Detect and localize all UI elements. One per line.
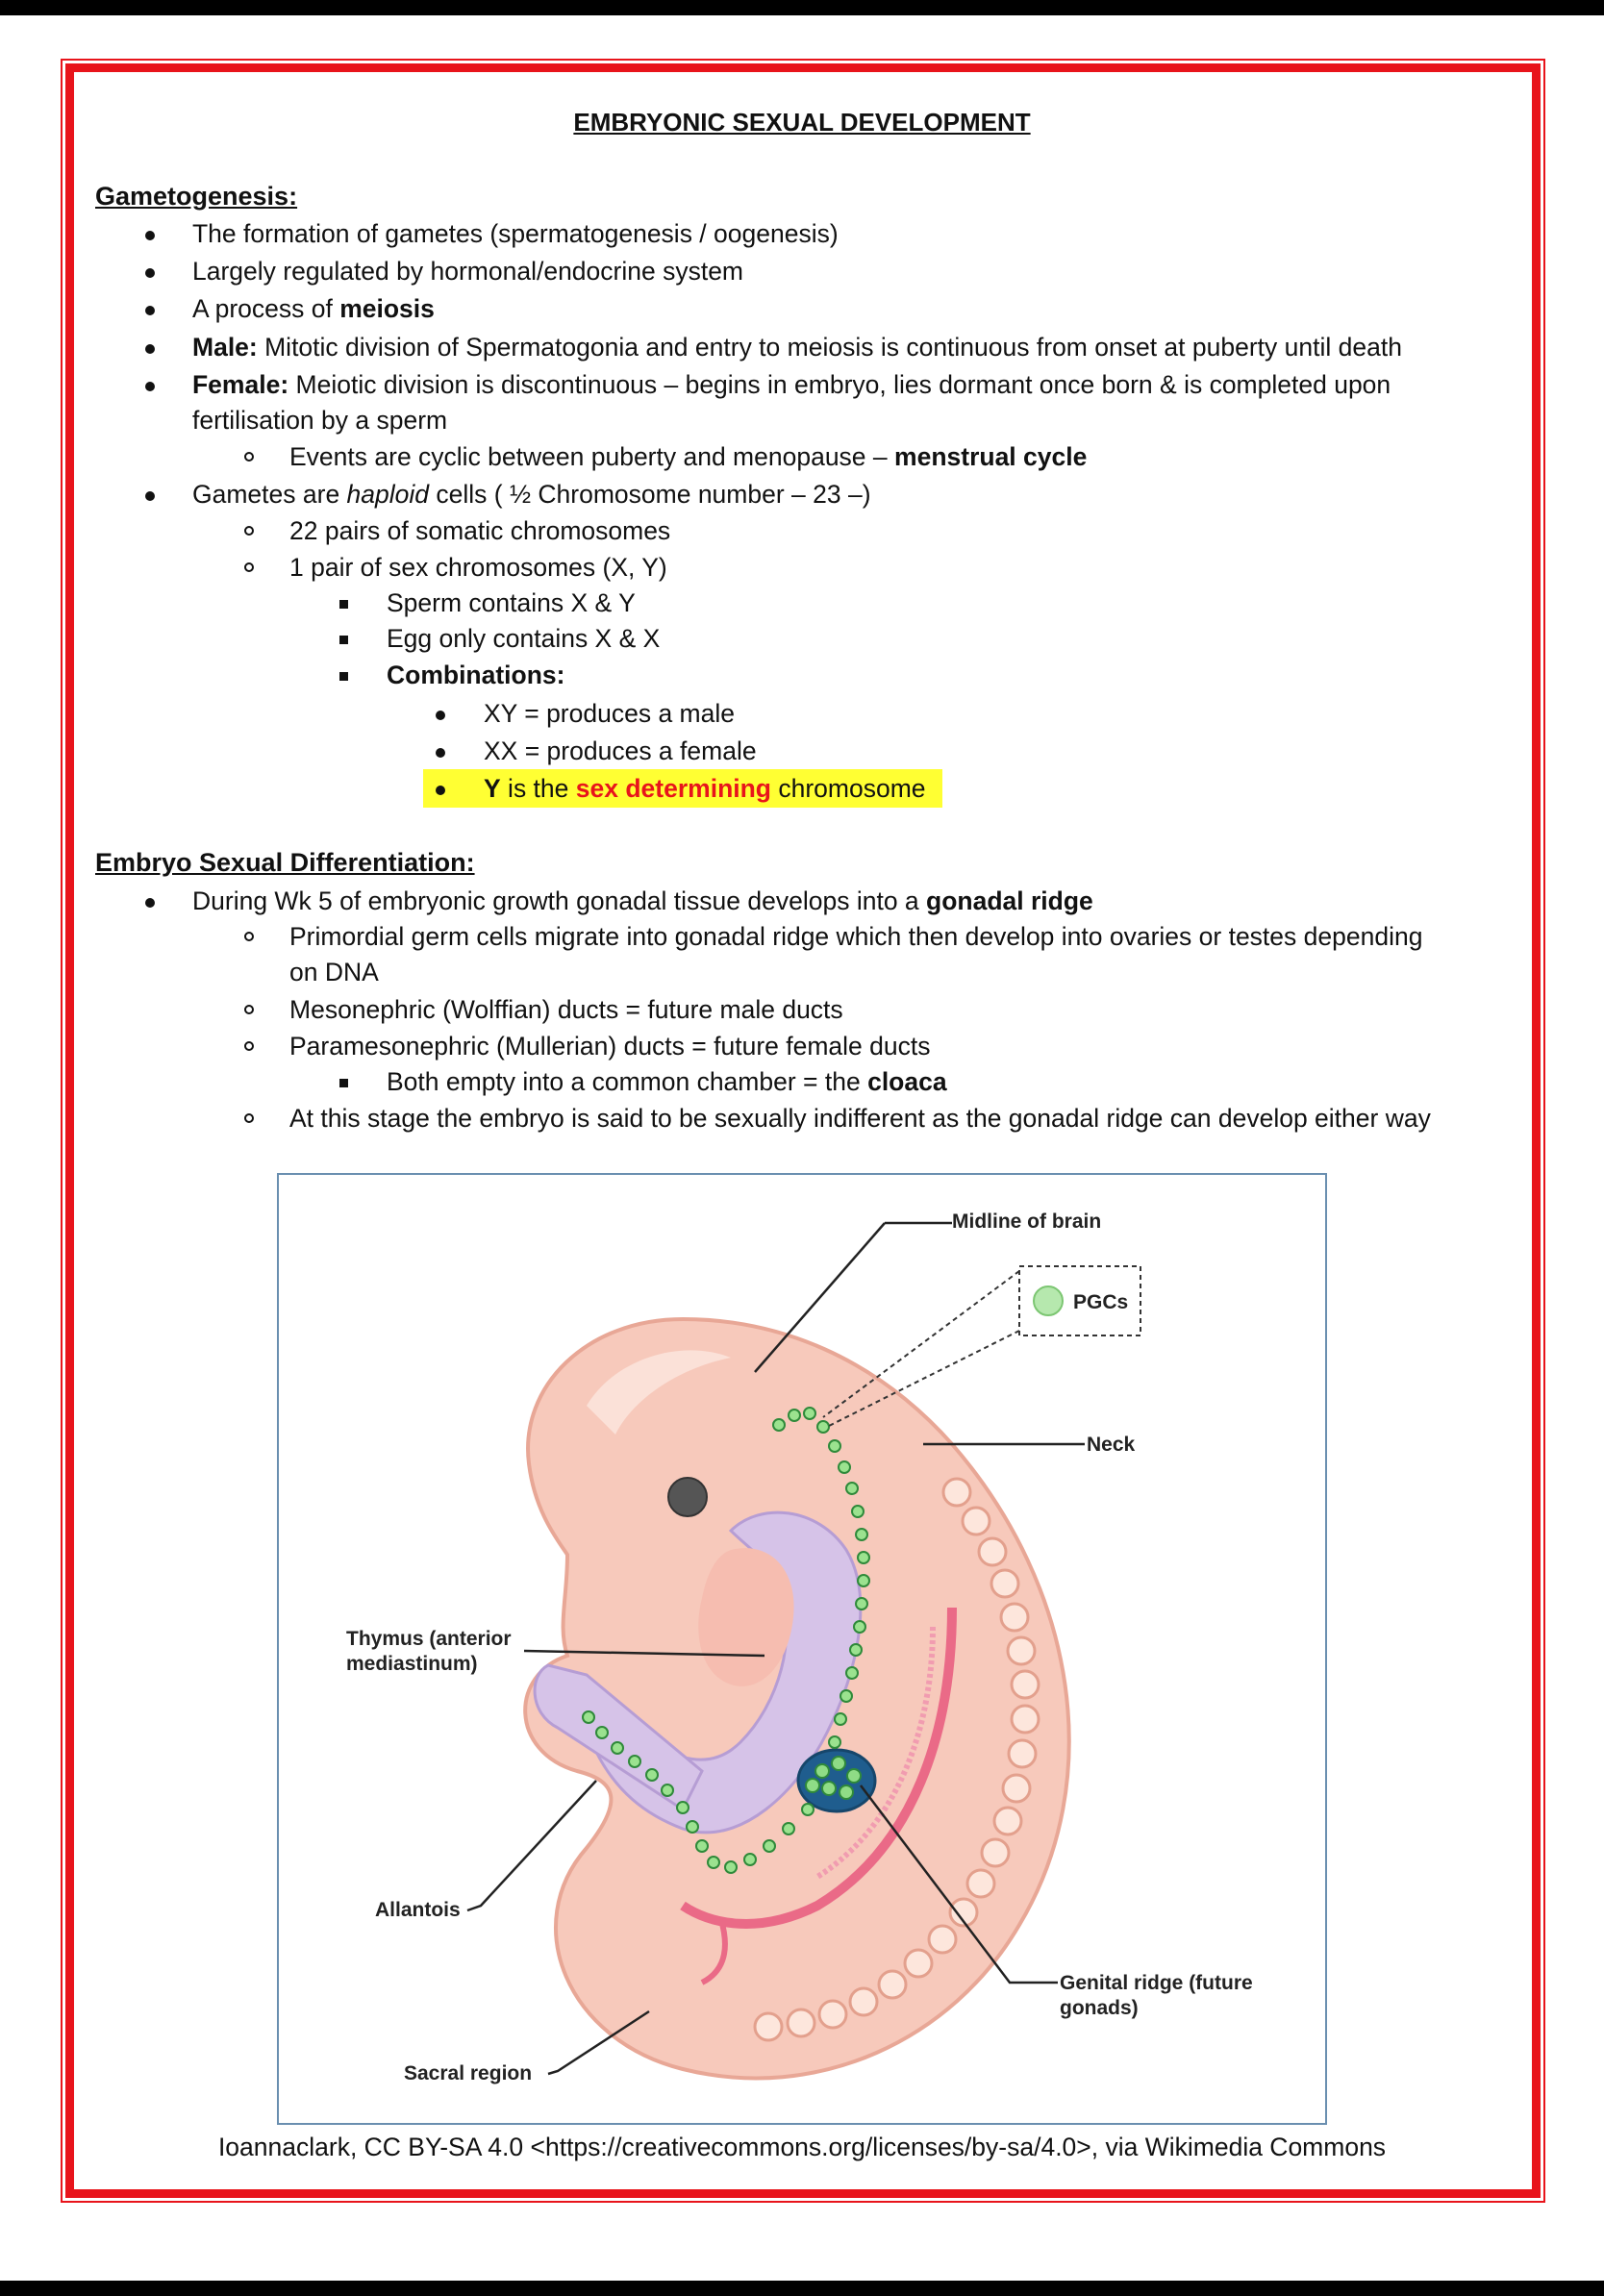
bullet-dot <box>436 748 445 758</box>
bullet-dot <box>145 491 155 501</box>
bullet-ring <box>244 1005 254 1014</box>
bullet-3-text: A process of <box>192 294 340 323</box>
sex-chromosome-sub-bullet: 1 pair of sex chromosomes (X, Y) <box>289 553 667 582</box>
y-post-text: chromosome <box>771 774 926 803</box>
male-label: Male: <box>192 333 258 362</box>
bullet-dot <box>436 711 445 720</box>
bullet-dot <box>145 231 155 240</box>
figure-caption: Ioannaclark, CC BY-SA 4.0 <https://creativecommons.org/licenses/by-sa/4.0>, via Wikimedia Commons <box>217 2133 1387 2161</box>
cloaca-text: Both empty into a common chamber = the <box>387 1067 868 1096</box>
gametogenesis-bullet-3 <box>192 294 435 325</box>
combination-xy: XY = produces a male <box>484 699 735 728</box>
genital-line-2: gonads) <box>1060 1997 1139 2020</box>
female-label: Female: <box>192 370 289 399</box>
label-thymus <box>346 1627 512 1678</box>
gonadal-ridge-bold: gonadal ridge <box>926 886 1093 915</box>
female-text-continued: fertilisation by a sperm <box>192 406 448 435</box>
meiosis-bold: meiosis <box>339 294 435 323</box>
genital-line-1: Genital ridge (future <box>1060 1972 1253 1994</box>
document-title: EMBRYONIC SEXUAL DEVELOPMENT <box>573 108 1031 137</box>
bullet-square <box>339 600 348 609</box>
bullet-square <box>339 672 348 681</box>
bullet-dot <box>145 268 155 278</box>
germ-cells-continued: on DNA <box>289 958 379 986</box>
bullet-ring <box>244 562 254 572</box>
bullet-dot <box>145 382 155 391</box>
eye-dot <box>668 1478 707 1516</box>
y-determining-line <box>484 774 926 805</box>
bullet-ring <box>244 932 254 941</box>
bullet-ring <box>244 526 254 536</box>
bullet-dot <box>436 786 445 795</box>
gametogenesis-bullet-male <box>192 333 1402 363</box>
menstrual-bold: menstrual cycle <box>894 442 1088 471</box>
sperm-bullet: Sperm contains X & Y <box>387 588 636 617</box>
somatic-sub-bullet: 22 pairs of somatic chromosomes <box>289 516 671 545</box>
bullet-dot <box>145 898 155 908</box>
paramesonephric-sub-bullet: Paramesonephric (Mullerian) ducts = future female ducts <box>289 1032 931 1061</box>
menstrual-sub-bullet <box>289 442 1087 473</box>
combinations-label: Combinations: <box>387 661 565 689</box>
haploid-post: cells ( ½ Chromosome number – 23 –) <box>429 480 871 509</box>
sex-determining-red: sex determining <box>575 774 771 803</box>
egg-bullet: Egg only contains X & X <box>387 624 661 653</box>
combinations-bullet <box>387 661 565 691</box>
female-text: Meiotic division is discontinuous – begins in embryo, lies dormant once born & is completed upon <box>288 370 1391 399</box>
differentiation-heading: Embryo Sexual Differentiation: <box>95 848 475 877</box>
gonadal-ridge-text: During Wk 5 of embryonic growth gonadal tissue develops into a <box>192 886 927 915</box>
label-neck: Neck <box>1087 1434 1136 1456</box>
bullet-square <box>339 1079 348 1087</box>
haploid-italic: haploid <box>346 480 430 509</box>
label-allantois: Allantois <box>375 1899 461 1921</box>
menstrual-text: Events are cyclic between puberty and menopause – <box>289 442 895 471</box>
cloaca-bold: cloaca <box>867 1067 947 1096</box>
gametogenesis-bullet-female <box>192 370 1391 401</box>
germ-cells-sub-bullet: Primordial germ cells migrate into gonadal ridge which then develop into ovaries or testes depending <box>289 922 1423 951</box>
label-sacral-region: Sacral region <box>404 2062 533 2084</box>
male-text: Mitotic division of Spermatogonia and entry to meiosis is continuous from onset at puberty until death <box>257 333 1402 362</box>
gametogenesis-bullet-haploid <box>192 480 871 511</box>
y-bold: Y <box>484 774 501 803</box>
label-pgcs: PGCs <box>1073 1291 1129 1313</box>
cloaca-bullet <box>387 1067 947 1098</box>
y-mid-text: is the <box>500 774 576 803</box>
gametogenesis-heading: Gametogenesis: <box>95 182 298 211</box>
gametogenesis-bullet-2: Largely regulated by hormonal/endocrine system <box>192 257 744 286</box>
combination-xx: XX = produces a female <box>484 736 757 765</box>
bullet-square <box>339 636 348 644</box>
label-midline-of-brain: Midline of brain <box>952 1210 1102 1233</box>
pgc-zoom-line <box>823 1271 1019 1417</box>
bullet-dot <box>145 306 155 315</box>
pgc-legend-icon <box>1034 1286 1063 1315</box>
thymus-line-1: Thymus (anterior <box>346 1628 512 1650</box>
bullet-ring <box>244 1113 254 1123</box>
embryo-diagram <box>277 1173 1327 2125</box>
label-genital-ridge <box>1060 1971 1253 2022</box>
gametogenesis-bullet-1: The formation of gametes (spermatogenesis / oogenesis) <box>192 219 839 248</box>
gonadal-ridge-bullet <box>192 886 1093 917</box>
bullet-ring <box>244 1041 254 1051</box>
haploid-pre: Gametes are <box>192 480 347 509</box>
bullet-ring <box>244 452 254 462</box>
mesonephric-sub-bullet: Mesonephric (Wolffian) ducts = future male ducts <box>289 995 843 1024</box>
thymus-line-2: mediastinum) <box>346 1653 478 1676</box>
indifferent-sub-bullet: At this stage the embryo is said to be sexually indifferent as the gonadal ridge can develop either way <box>289 1104 1431 1133</box>
bullet-dot <box>145 344 155 354</box>
